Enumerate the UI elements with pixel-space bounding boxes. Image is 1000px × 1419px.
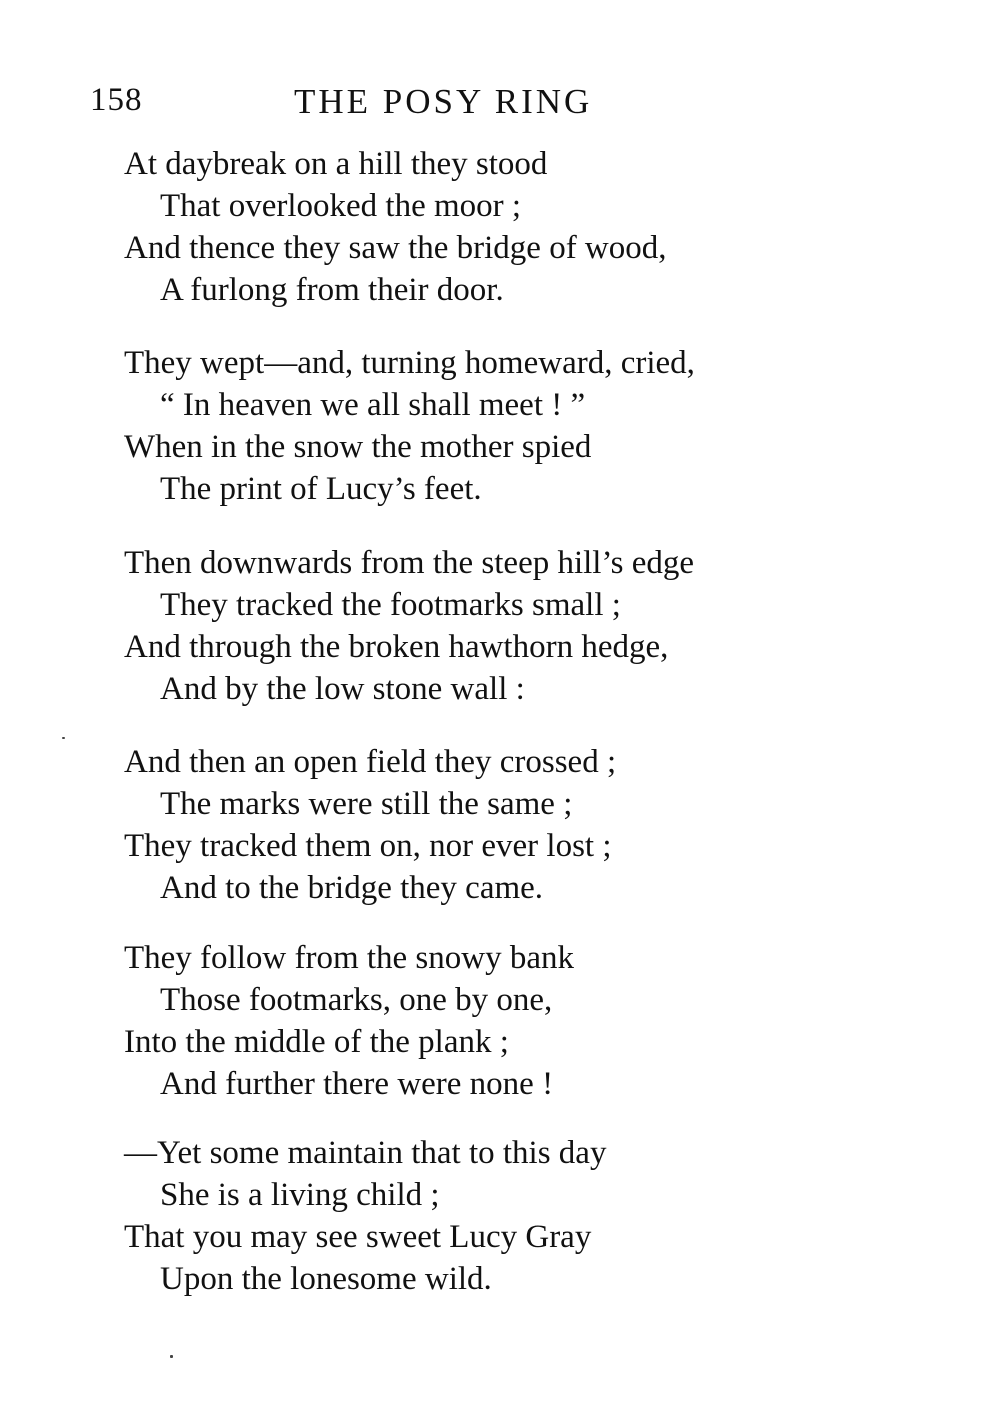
poem-line: When in the snow the mother spied [124, 429, 592, 465]
poem-line: They tracked the footmarks small ; [160, 587, 621, 623]
stanza-2 [124, 342, 884, 510]
poem-line: And thence they saw the bridge of wood, [124, 230, 667, 266]
poem-line: That you may see sweet Lucy Gray [124, 1219, 592, 1255]
poem-line: And through the broken hawthorn hedge, [124, 629, 669, 665]
poem-line: Into the middle of the plank ; [124, 1024, 509, 1060]
poem-line: She is a living child ; [160, 1177, 440, 1213]
stanza-6 [124, 1132, 884, 1300]
stanza-3 [124, 542, 884, 710]
poem-line: The marks were still the same ; [160, 786, 573, 822]
poem-line: And to the bridge they came. [160, 870, 544, 906]
poem-line: And by the low stone wall : [160, 671, 525, 707]
page-number: 158 [90, 82, 143, 118]
poem-line: Then downwards from the steep hill’s edge [124, 545, 695, 581]
stanza-5 [124, 937, 884, 1105]
poem-line: —Yet some maintain that to this day [124, 1135, 607, 1171]
poem-line: The print of Lucy’s feet. [160, 471, 482, 507]
poem-line: At daybreak on a hill they stood [124, 146, 548, 182]
running-title: THE POSY RING [294, 82, 593, 121]
poem-line: They wept—and, turning homeward, cried, [124, 345, 695, 381]
poem-line: “ In heaven we all shall meet ! ” [160, 387, 586, 423]
poem-line: Upon the lonesome wild. [160, 1261, 492, 1297]
page-header [0, 82, 1000, 132]
poem-line: They follow from the snowy bank [124, 940, 574, 976]
stanza-4 [124, 741, 884, 909]
scan-speck [170, 1355, 173, 1358]
poem-line: And further there were none ! [160, 1066, 554, 1102]
poem-line: Those footmarks, one by one, [160, 982, 553, 1018]
poem-line: And then an open field they crossed ; [124, 744, 617, 780]
poem-line: They tracked them on, nor ever lost ; [124, 828, 612, 864]
scan-speck [62, 737, 65, 739]
poem-line: A furlong from their door. [160, 272, 504, 308]
stanza-1 [124, 143, 884, 311]
poem-line: That overlooked the moor ; [160, 188, 522, 224]
